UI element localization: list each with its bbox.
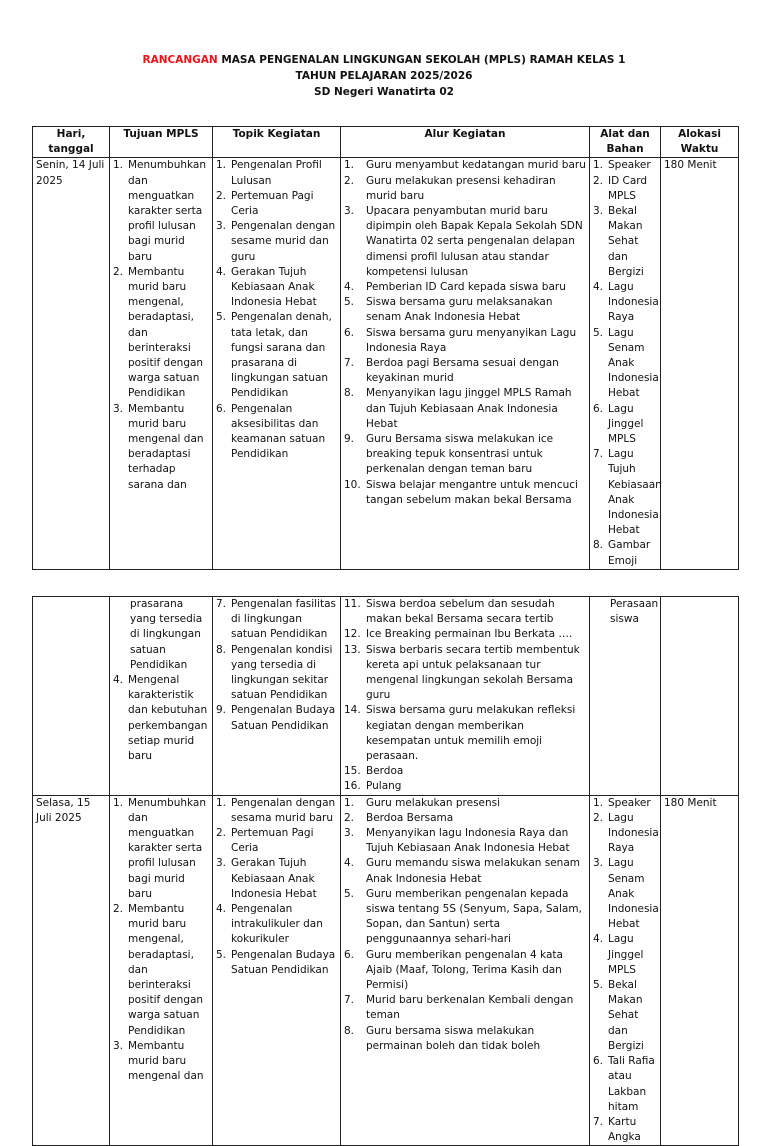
cell-hari — [33, 597, 110, 796]
list-item — [344, 811, 586, 826]
cell-topik — [213, 597, 341, 796]
list-item-text: Mengenal karakteristik dan kebutuhan perkembangan setiap murid baru — [128, 674, 208, 763]
list-item — [593, 1054, 657, 1115]
alat-continuation: Perasaan siswa — [610, 598, 659, 626]
table-row — [33, 158, 739, 569]
list-item-number: 5. — [344, 296, 355, 309]
list-item — [216, 796, 337, 826]
list-item-text: Guru memberikan pengenalan 4 kata Ajaib (Maaf, Tolong, Terima Kasih dan Permisi) — [366, 948, 563, 992]
list-item — [344, 295, 586, 325]
list-item — [216, 219, 337, 265]
list-item-number: 8. — [216, 643, 227, 656]
table-row — [33, 597, 739, 796]
list-item-number: 1. — [593, 159, 604, 172]
numbered-list — [216, 597, 337, 734]
list-item-text: Lagu Indonesia Raya — [608, 811, 659, 855]
list-item — [344, 597, 586, 627]
cell-alat — [590, 795, 661, 1146]
list-item-number: 2. — [593, 811, 604, 824]
list-item — [113, 402, 209, 493]
list-item-number: 5. — [593, 326, 604, 339]
list-item-number: 10. — [344, 478, 361, 491]
tujuan-continuation: prasarana yang tersedia di lingkungan satuan Pendidikan — [130, 598, 203, 671]
list-item-text: Pertemuan Pagi Ceria — [231, 827, 314, 855]
list-item-number: 3. — [593, 857, 604, 870]
list-item — [344, 796, 586, 811]
list-item-number: 8. — [344, 387, 355, 400]
list-item-text: Speaker — [608, 159, 651, 172]
list-item-number: 7. — [344, 994, 355, 1007]
list-item-number: 3. — [593, 205, 604, 218]
list-item-number: 1. — [344, 159, 355, 172]
cell-alokasi: 180 Menit — [661, 795, 739, 1146]
list-item-number: 13. — [344, 643, 361, 656]
list-item — [344, 948, 586, 994]
list-item-number: 4. — [593, 281, 604, 294]
list-item-text: Pengenalan Profil Lulusan — [231, 159, 322, 187]
list-item-text: Menyanyikan lagu Indonesia Raya dan Tujuh Kebiasaan Anak Indonesia Hebat — [366, 827, 570, 855]
header-alur: Alur Kegiatan — [341, 127, 590, 158]
list-item-text: Kartu Angka — [608, 1115, 641, 1144]
list-item-number: 2. — [216, 189, 227, 202]
list-item — [344, 856, 586, 886]
list-item-text: Guru memandu siswa melakukan senam Anak Indonesia Hebat — [366, 857, 581, 885]
list-item-text: Lagu Senam Anak Indonesia Hebat — [608, 326, 659, 400]
list-item — [113, 673, 209, 764]
cell-hari: Selasa, 15 Juli 2025 — [33, 795, 110, 1146]
list-item-number: 12. — [344, 628, 361, 641]
cell-hari: Senin, 14 Juli 2025 — [33, 158, 110, 569]
list-item-number: 1. — [344, 796, 355, 809]
list-item-number: 4. — [344, 857, 355, 870]
list-item — [216, 189, 337, 219]
list-item-text: Gambar Emoji — [608, 539, 651, 567]
list-item — [216, 265, 337, 311]
list-item — [216, 826, 337, 856]
cell-alokasi — [661, 597, 739, 796]
numbered-list — [344, 597, 586, 795]
list-item-text: Lagu Senam Anak Indonesia Hebat — [608, 857, 659, 931]
list-item-number: 2. — [216, 827, 227, 840]
list-item-text: Lagu Jinggel MPLS — [608, 402, 644, 446]
list-item-number: 3. — [216, 857, 227, 870]
list-item-number: 4. — [113, 674, 124, 687]
list-item-number: 3. — [113, 402, 124, 415]
list-item — [593, 932, 657, 978]
list-item — [216, 703, 337, 733]
list-item — [593, 1115, 657, 1145]
list-item — [344, 627, 586, 642]
list-item-text: Pemberian ID Card kepada siswa baru — [366, 281, 566, 294]
list-item-number: 1. — [113, 796, 124, 809]
list-item-number: 6. — [593, 402, 604, 415]
list-item-text: Murid baru berkenalan Kembali dengan teman — [366, 994, 574, 1022]
list-item-text: Siswa berdoa sebelum dan sesudah makan bekal Bersama secara tertib — [366, 598, 555, 626]
list-item — [344, 174, 586, 204]
list-item-text: ID Card MPLS — [608, 174, 648, 202]
numbered-list — [344, 158, 586, 508]
heading-line-2: TAHUN PELAJARAN 2025/2026 — [295, 70, 473, 82]
list-item — [593, 811, 657, 857]
list-item-number: 6. — [344, 948, 355, 961]
list-item — [216, 597, 337, 643]
list-item-number: 2. — [344, 811, 355, 824]
list-item — [216, 856, 337, 902]
list-item-number: 15. — [344, 765, 361, 778]
cell-alur — [341, 158, 590, 569]
cell-topik — [213, 158, 341, 569]
cell-tujuan — [110, 158, 213, 569]
header-topik: Topik Kegiatan — [213, 127, 341, 158]
list-item — [113, 265, 209, 402]
list-item-text: Guru bersama siswa melakukan permainan boleh dan tidak boleh — [366, 1024, 541, 1052]
list-item — [113, 1039, 209, 1085]
list-item-number: 2. — [344, 174, 355, 187]
list-item-number: 6. — [216, 402, 227, 415]
list-item-number: 4. — [216, 903, 227, 916]
list-item-text: Pengenalan denah, tata letak, dan fungsi sarana dan prasarana di lingkungan satuan Pendidikan — [231, 311, 332, 400]
list-item-number: 5. — [216, 311, 227, 324]
list-item-text: Pengenalan dengan sesame murid dan guru — [231, 220, 336, 263]
mpls-table-page-2 — [32, 596, 739, 1146]
list-item-text: Upacara penyambutan murid baru dipimpin oleh Bapak Kepala Sekolah SDN Wanatirta 02 serta pengenalan delapan dimensi profil lulusan atau standar kompetensi lulusan — [366, 205, 583, 278]
list-item-number: 3. — [216, 220, 227, 233]
list-item-number: 1. — [216, 159, 227, 172]
list-item-text: Berdoa Bersama — [366, 811, 454, 824]
list-item-text: Siswa bersama guru melaksanakan senam Anak Indonesia Hebat — [366, 296, 553, 324]
list-item-text: Membantu murid baru mengenal, beradaptasi, dan berinteraksi positif dengan warga satuan Pendidikan — [128, 265, 204, 400]
list-item — [593, 204, 657, 280]
list-item — [216, 158, 337, 188]
heading-line-1 — [0, 52, 768, 68]
list-item-number: 9. — [216, 704, 227, 717]
table-header-row — [33, 127, 739, 158]
list-item-number: 14. — [344, 704, 361, 717]
list-item-text: Pengenalan Budaya Satuan Pendidikan — [231, 948, 336, 976]
list-item-text: Speaker — [608, 796, 651, 809]
list-item-number: 16. — [344, 780, 361, 793]
header-alokasi: Alokasi Waktu — [661, 127, 739, 158]
list-item — [344, 280, 586, 295]
list-item — [216, 902, 337, 948]
list-item — [344, 826, 586, 856]
list-item-number: 3. — [113, 1039, 124, 1052]
list-item-text: Pulang — [366, 780, 402, 793]
list-item-number: 6. — [593, 1055, 604, 1068]
numbered-list — [593, 158, 662, 568]
list-item-text: Bekal Makan Sehat dan Bergizi — [608, 205, 644, 278]
list-item-text: Guru melakukan presensi — [366, 796, 501, 809]
list-item-number: 1. — [113, 159, 124, 172]
header-alat: Alat dan Bahan — [590, 127, 661, 158]
mpls-table-page-1 — [32, 126, 739, 570]
list-item — [593, 280, 657, 326]
list-item — [344, 643, 586, 704]
document-heading — [0, 52, 768, 100]
list-item — [216, 643, 337, 704]
list-item-text: Pertemuan Pagi Ceria — [231, 189, 314, 218]
list-item — [344, 432, 586, 478]
list-item — [344, 779, 586, 794]
header-hari: Hari, tanggal — [33, 127, 110, 158]
list-item-text: Pengenalan fasilitas di lingkungan satuan Pendidikan — [231, 598, 337, 641]
list-item — [344, 386, 586, 432]
heading-title: MASA PENGENALAN LINGKUNGAN SEKOLAH (MPLS) RAMAH KELAS 1 — [221, 54, 626, 66]
list-item — [344, 887, 586, 948]
list-item-number: 6. — [344, 326, 355, 339]
list-item-text: Menumbuhkan dan menguatkan karakter serta profil lulusan bagi murid baru — [128, 159, 207, 263]
list-item-number: 5. — [344, 887, 355, 900]
list-item — [344, 326, 586, 356]
table-row — [33, 795, 739, 1146]
list-item-number: 8. — [593, 539, 604, 552]
numbered-list — [344, 796, 586, 1054]
list-item — [216, 402, 337, 463]
list-item — [593, 326, 657, 402]
cell-topik — [213, 795, 341, 1146]
numbered-list — [113, 673, 209, 764]
list-item-number: 1. — [216, 796, 227, 809]
list-item-text: Pengenalan aksesibilitas dan keamanan satuan Pendidikan — [231, 402, 326, 461]
list-item-text: Lagu Jinggel MPLS — [608, 933, 644, 976]
list-item-text: Pengenalan kondisi yang tersedia di lingkungan sekitar satuan Pendidikan — [231, 643, 333, 702]
list-item-text: Ice Breaking permainan Ibu Berkata …. — [366, 628, 573, 641]
list-item-text: Menumbuhkan dan menguatkan karakter serta profil lulusan bagi murid baru — [128, 796, 207, 900]
cell-alat — [590, 597, 661, 796]
list-item-text: Gerakan Tujuh Kebiasaan Anak Indonesia Hebat — [231, 265, 317, 309]
list-item — [593, 856, 657, 932]
list-item — [593, 158, 657, 173]
list-item-number: 11. — [344, 598, 361, 610]
list-item — [344, 703, 586, 764]
list-item-text: Pengenalan dengan sesama murid baru — [231, 796, 336, 824]
list-item-text: Guru melakukan presensi kehadiran murid baru — [366, 174, 556, 202]
numbered-list — [593, 796, 657, 1146]
list-item-text: Guru menyambut kedatangan murid baru — [366, 159, 586, 172]
list-item-text: Lagu Tujuh Kebiasaan Anak Indonesia Hebat — [608, 448, 662, 537]
list-item — [113, 902, 209, 1039]
cell-alur — [341, 795, 590, 1146]
list-item — [216, 310, 337, 401]
list-item-number: 3. — [344, 827, 355, 840]
list-item-text: Membantu murid baru mengenal, beradaptasi, dan berinteraksi positif dengan warga satuan Pendidikan — [128, 903, 204, 1037]
list-item — [113, 796, 209, 902]
list-item-number: 1. — [593, 796, 604, 809]
list-item-number: 7. — [593, 1115, 604, 1128]
heading-rancangan: RANCANGAN — [142, 54, 218, 66]
list-item-number: 5. — [216, 948, 227, 961]
list-item-number: 2. — [113, 265, 124, 278]
list-item — [344, 764, 586, 779]
list-item-text: Siswa berbaris secara tertib membentuk kereta api untuk pelaksanaan tur mengenal lingkungan sekolah Bersama guru — [366, 643, 580, 702]
cell-alat — [590, 158, 661, 569]
cell-tujuan — [110, 597, 213, 796]
list-item — [344, 356, 586, 386]
header-tujuan: Tujuan MPLS — [110, 127, 213, 158]
list-item-number: 4. — [344, 281, 355, 294]
list-item-text: Membantu murid baru mengenal dan — [128, 1039, 204, 1083]
list-item-number: 8. — [344, 1024, 355, 1037]
list-item — [344, 478, 586, 508]
list-item-number: 7. — [216, 598, 227, 610]
list-item — [593, 447, 662, 538]
cell-alokasi: 180 Menit — [661, 158, 739, 569]
numbered-list — [113, 158, 209, 492]
list-item-text: Membantu murid baru mengenal dan beradaptasi terhadap sarana dan — [128, 402, 204, 491]
list-item-text: Bekal Makan Sehat dan Bergizi — [608, 979, 644, 1052]
list-item-text: Pengenalan Budaya Satuan Pendidikan — [231, 704, 336, 732]
list-item-text: Pengenalan intrakulikuler dan kokurikuler — [231, 903, 323, 946]
cell-tujuan — [110, 795, 213, 1146]
list-item-text: Siswa bersama guru menyanyikan Lagu Indonesia Raya — [366, 326, 577, 354]
list-item-number: 9. — [344, 433, 355, 446]
list-item-text: Menyanyikan lagu jinggel MPLS Ramah dan Tujuh Kebiasaan Anak Indonesia Hebat — [366, 387, 572, 430]
list-item-text: Berdoa — [366, 765, 404, 778]
numbered-list — [113, 796, 209, 1085]
list-item-number: 4. — [593, 933, 604, 946]
list-item-text: Lagu Indonesia Raya — [608, 281, 659, 324]
list-item-number: 2. — [593, 174, 604, 187]
list-item-text: Guru Bersama siswa melakukan ice breaking tepuk konsentrasi untuk perkenalan dengan teman baru — [366, 433, 554, 476]
list-item — [113, 158, 209, 264]
list-item — [593, 978, 657, 1054]
list-item-number: 2. — [113, 903, 124, 916]
list-item-number: 3. — [344, 205, 355, 218]
list-item-text: Guru memberikan pengenalan kepada siswa tentang 5S (Senyum, Sapa, Salam, Sopan, dan Santun) serta penggunaannya sehari-hari — [366, 887, 582, 946]
list-item — [344, 158, 586, 173]
list-item-text: Gerakan Tujuh Kebiasaan Anak Indonesia Hebat — [231, 857, 317, 900]
numbered-list — [216, 796, 337, 978]
list-item-number: 7. — [344, 357, 355, 370]
list-item-text: Tali Rafia atau Lakban hitam — [608, 1055, 655, 1113]
cell-alur — [341, 597, 590, 796]
list-item — [344, 1024, 586, 1054]
list-item-text: Berdoa pagi Bersama sesuai dengan keyakinan murid — [366, 357, 559, 385]
list-item — [593, 796, 657, 811]
list-item-number: 4. — [216, 265, 227, 278]
list-item-number: 7. — [593, 448, 604, 461]
heading-line-3: SD Negeri Wanatirta 02 — [314, 86, 454, 98]
list-item — [593, 174, 657, 204]
list-item — [216, 948, 337, 978]
list-item — [344, 204, 586, 280]
list-item — [344, 993, 586, 1023]
list-item-text: Siswa belajar mengantre untuk mencuci tangan sebelum makan bekal Bersama — [366, 478, 578, 506]
numbered-list — [216, 158, 337, 462]
list-item — [593, 538, 657, 568]
list-item-text: Siswa bersama guru melakukan refleksi kegiatan dengan memberikan kesempatan untuk memilih emoji perasaan. — [366, 704, 576, 763]
list-item — [593, 402, 657, 448]
list-item-number: 5. — [593, 979, 604, 992]
